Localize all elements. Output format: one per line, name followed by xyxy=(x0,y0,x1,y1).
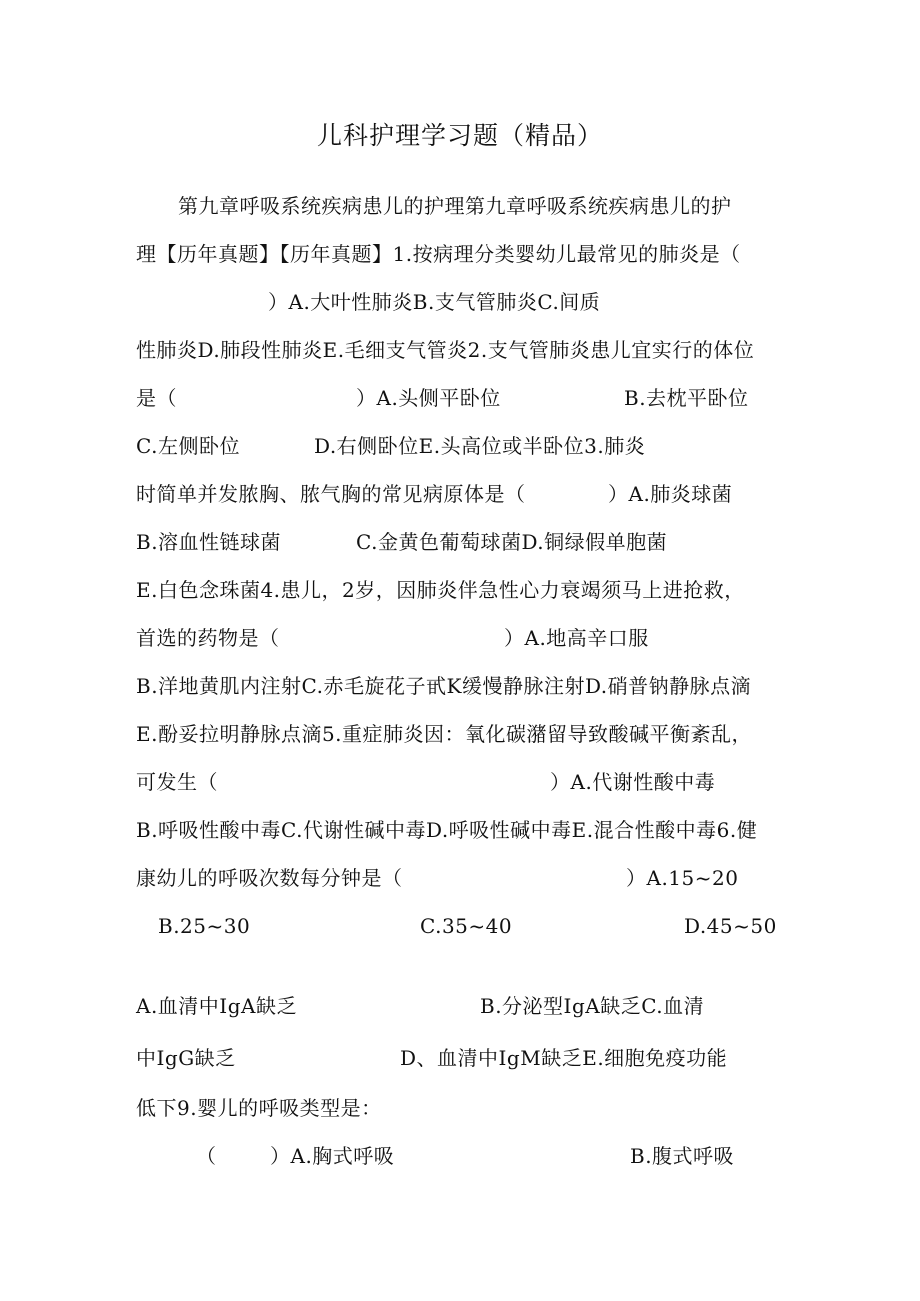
text-segment: （ xyxy=(196,1144,217,1168)
text-line: 理【历年真题】【历年真题】1.按病理分类婴幼儿最常见的肺炎是（ xyxy=(136,242,741,266)
text-line: ）A.大叶性肺炎B.支气管肺炎C.间质 xyxy=(268,290,601,314)
text-segment: ）A.肺炎球菌 xyxy=(608,482,733,506)
text-segment: C.35~40 xyxy=(420,914,513,938)
document-title: 儿科护理学习题（精品） xyxy=(316,121,603,150)
text-segment: B.分泌型IgA缺乏C.血清 xyxy=(480,994,705,1018)
text-segment: 时简单并发脓胸、脓气胸的常见病原体是（ xyxy=(136,482,526,506)
text-segment: 首选的药物是（ xyxy=(136,626,280,650)
text-line: E.酚妥拉明静脉点滴5.重症肺炎因：氧化碳潴留导致酸碱平衡紊乱， xyxy=(136,722,753,746)
text-line: 第九章呼吸系统疾病患儿的护理第九章呼吸系统疾病患儿的护 xyxy=(178,194,732,218)
text-segment: 可发生（ xyxy=(136,770,218,794)
text-segment: ）A.15~20 xyxy=(626,866,739,890)
text-segment: 中IgG缺乏 xyxy=(136,1046,236,1070)
text-segment: B.溶血性链球菌 xyxy=(136,530,282,554)
text-segment: ）A.胸式呼吸 xyxy=(270,1144,395,1168)
text-segment: C.左侧卧位 xyxy=(136,434,240,458)
text-line: B.呼吸性酸中毒C.代谢性碱中毒D.呼吸性碱中毒E.混合性酸中毒6.健 xyxy=(136,818,758,842)
text-segment: ）A.地高辛口服 xyxy=(504,626,649,650)
text-segment: D、血清中IgM缺乏E.细胞免疫功能 xyxy=(400,1046,728,1070)
text-segment: 是（ xyxy=(136,386,177,410)
text-line: B.洋地黄肌内注射C.赤毛旋花子甙K缓慢静脉注射D.硝普钠静脉点滴 xyxy=(136,674,752,698)
text-segment: ）A.头侧平卧位 xyxy=(356,386,501,410)
text-line: E.白色念珠菌4.患儿，2岁，因肺炎伴急性心力衰竭须马上进抢救， xyxy=(136,578,745,602)
text-segment: 康幼儿的呼吸次数每分钟是（ xyxy=(136,866,403,890)
text-line: 性肺炎D.肺段性肺炎E.毛细支气管炎2.支气管肺炎患儿宜实行的体位 xyxy=(136,338,755,362)
text-segment: D.右侧卧位E.头高位或半卧位3.肺炎 xyxy=(314,434,646,458)
text-segment: D.45~50 xyxy=(684,914,777,938)
text-segment: B.25~30 xyxy=(158,914,251,938)
text-segment: A.血清中IgA缺乏 xyxy=(136,994,297,1018)
text-line: 低下9.婴儿的呼吸类型是： xyxy=(136,1096,382,1120)
text-segment: B.腹式呼吸 xyxy=(630,1144,735,1168)
text-segment: C.金黄色葡萄球菌D.铜绿假单胞菌 xyxy=(356,530,668,554)
text-segment: B.去枕平卧位 xyxy=(624,386,749,410)
text-segment: ）A.代谢性酸中毒 xyxy=(550,770,716,794)
